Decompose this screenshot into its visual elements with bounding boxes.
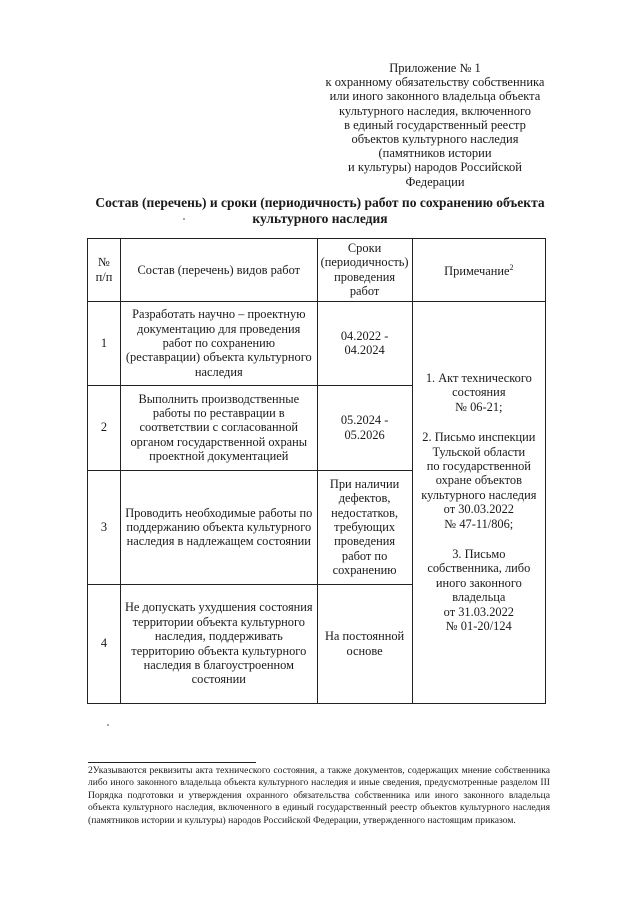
row-term: При наличии дефектов, недостатков, требующих проведения работ по сохранению [317, 470, 412, 584]
note-item [416, 547, 542, 633]
note-line: охране объектов [435, 473, 522, 488]
row-work: Не допускать ухудшения состояния территории объекта культурного наследия, поддерживать территорию объекта культурного наследия в благоустроенном состоянии [121, 584, 317, 703]
note-line: от 31.03.2022 [443, 604, 514, 619]
table-header-row [88, 239, 546, 302]
header-notes [412, 239, 545, 302]
appendix-line: или иного законного владельца объекта [329, 89, 541, 104]
appendix-header [300, 61, 570, 189]
header-num-line2: п/п [95, 269, 113, 284]
note-item [416, 430, 542, 531]
appendix-line: Федерации [405, 174, 465, 189]
scan-speck [107, 724, 109, 726]
note-line: Тульской области [432, 444, 526, 459]
works-table [87, 238, 546, 704]
note-line: собственника, либо [427, 561, 531, 576]
notes-cell [412, 301, 545, 703]
note-item [416, 371, 542, 414]
header-num [88, 239, 121, 302]
document-title [88, 195, 552, 227]
row-work: Проводить необходимые работы по поддержанию объекта культурного наследия в надлежащем состоянии [121, 470, 317, 584]
footnote-text: 2Указываются реквизиты акта технического состояния, а также документов, содержащих мнение собственника либо иного законного владельца объекта культурного наследия и иные сведения, предусмотренные разделом III Порядка подготовки и утверждения охранного обязательства собственника или иного законного владельца объекта культурного наследия, включенного в единый государственный реестр объектов культурного наследия (памятников истории и культуры) народов Российской Федерации, утвержденного настоящим приказом. [88, 765, 550, 826]
appendix-line: объектов культурного наследия [351, 132, 519, 147]
header-notes-label: Примечание [444, 264, 510, 279]
row-number: 2 [88, 385, 121, 470]
title-line: культурного наследия [252, 211, 388, 226]
row-number: 1 [88, 301, 121, 385]
row-term: На постоянной основе [317, 584, 412, 703]
title-line: Состав (перечень) и сроки (периодичность) работ по сохранению объекта [95, 195, 545, 210]
row-work: Разработать научно – проектную документацию для проведения работ по сохранению (реставрации) объекта культурного наследия [121, 301, 317, 385]
scan-speck [183, 218, 185, 220]
header-works: Состав (перечень) видов работ [121, 239, 317, 302]
appendix-line: к охранному обязательству собственника [325, 75, 545, 90]
header-num-line1: № [98, 255, 110, 270]
row-number: 3 [88, 470, 121, 584]
header-terms: Сроки (периодичность) проведения работ [317, 239, 412, 302]
footnote-ref: 2 [509, 263, 514, 273]
note-line: по государственной [426, 458, 531, 473]
appendix-line: Приложение № 1 [389, 61, 481, 75]
note-line: состояния [452, 385, 506, 400]
note-line: 3. Письмо [452, 546, 506, 561]
note-line: № 01-20/124 [445, 618, 512, 633]
appendix-line: культурного наследия, включенного [338, 103, 532, 118]
row-number: 4 [88, 584, 121, 703]
footnote-separator [88, 762, 256, 763]
note-line: культурного наследия [421, 487, 537, 502]
note-line: 2. Письмо инспекции [422, 430, 536, 445]
note-line: владельца [452, 590, 506, 605]
appendix-line: и культуры) народов Российской [348, 160, 522, 175]
note-line: иного законного [435, 575, 522, 590]
row-work: Выполнить производственные работы по реставрации в соответствии с согласованной органом государственной охраны проектной документацией [121, 385, 317, 470]
row-term: 05.2024 - 05.2026 [317, 385, 412, 470]
row-term: 04.2022 - 04.2024 [317, 301, 412, 385]
appendix-line: (памятников истории [378, 146, 492, 161]
note-line: от 30.03.2022 [443, 502, 514, 517]
note-line: № 47-11/806; [444, 516, 514, 531]
table-row [88, 301, 546, 385]
appendix-line: в единый государственный реестр [344, 117, 526, 132]
note-line: 1. Акт технического [425, 370, 532, 385]
note-line: № 06-21; [455, 399, 503, 414]
